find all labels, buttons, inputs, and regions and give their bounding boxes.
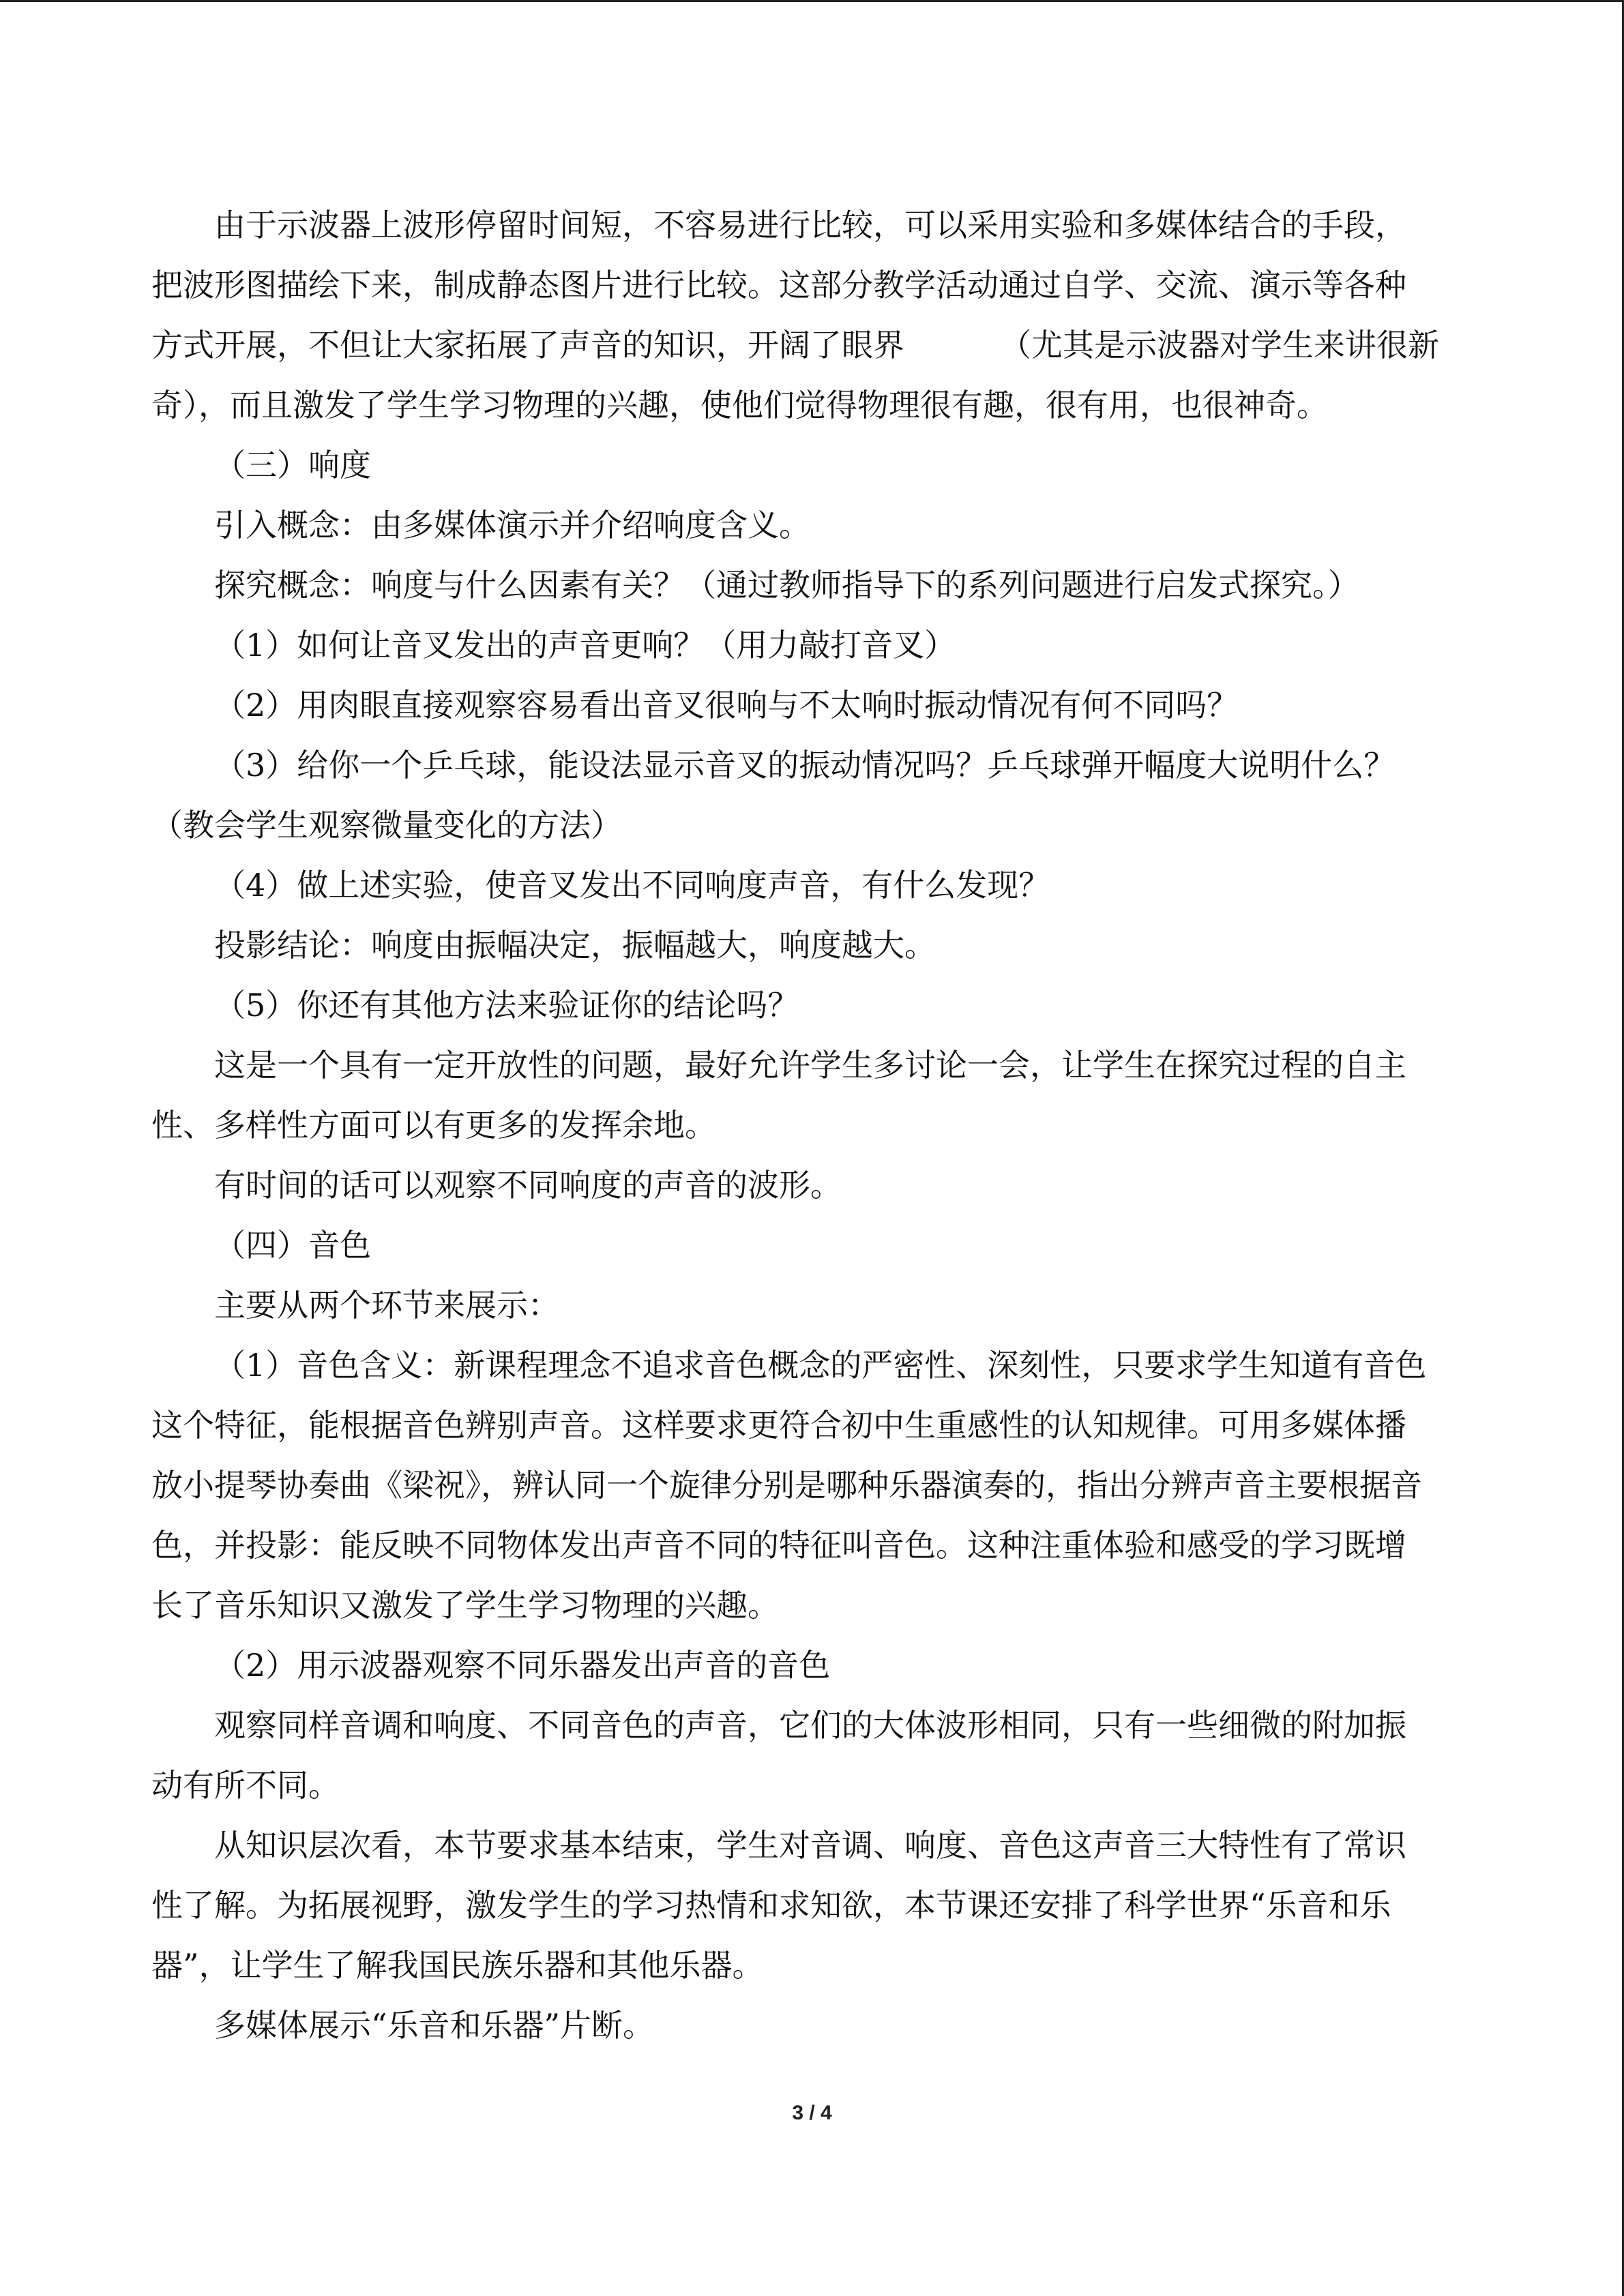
paragraph-line: 这个特征，能根据音色辨别声音。这样要求更符合初中生重感性的认知规律。可用多媒体播 [151, 1407, 1406, 1444]
paragraph-line: 主要从两个环节来展示： [214, 1287, 559, 1324]
question-item: （4）做上述实验，使音叉发出不同响度声音，有什么发现？ [214, 867, 1050, 904]
section-heading-timbre: （四）音色 [214, 1227, 371, 1264]
paragraph-line: 这是一个具有一定开放性的问题，最好允许学生多讨论一会，让学生在探究过程的自主 [214, 1047, 1406, 1084]
paragraph-line: 色，并投影：能反映不同物体发出声音不同的特征叫音色。这种注重体验和感受的学习既增 [151, 1527, 1406, 1564]
paragraph-line: 放小提琴协奏曲《梁祝》，辨认同一个旋律分别是哪种乐器演奏的，指出分辨声音主要根据音 [151, 1467, 1422, 1504]
paragraph-line: 长了音乐知识又激发了学生学习物理的兴趣。 [151, 1587, 779, 1624]
question-item: （5）你还有其他方法来验证你的结论吗？ [214, 987, 799, 1024]
paragraph-line: 性了解。为拓展视野，激发学生的学习热情和求知欲，本节课还安排了科学世界“乐音和乐 [151, 1887, 1391, 1924]
paragraph-line: （1）音色含义：新课程理念不追求音色概念的严密性、深刻性，只要求学生知道有音色 [214, 1347, 1427, 1384]
paragraph-line: 由于示波器上波形停留时间短，不容易进行比较，可以采用实验和多媒体结合的手段， [214, 207, 1406, 243]
paragraph-line: 性、多样性方面可以有更多的发挥余地。 [151, 1107, 716, 1144]
question-item: （1）如何让音叉发出的声音更响？（用力敲打音叉） [214, 627, 956, 664]
paragraph-line: 多媒体展示“乐音和乐器”片断。 [214, 2007, 655, 2044]
paragraph-line: 探究概念：响度与什么因素有关？（通过教师指导下的系列问题进行启发式探究。） [214, 567, 1359, 603]
paragraph-line: 有时间的话可以观察不同响度的声音的波形。 [214, 1167, 842, 1204]
question-item: （3）给你一个乒乓球，能设法显示音叉的振动情况吗？乒乓球弹开幅度大说明什么？ [214, 747, 1396, 784]
paragraph-line: 从知识层次看，本节要求基本结束，学生对音调、响度、音色这声音三大特性有了常识 [214, 1827, 1406, 1864]
paragraph-line: 观察同样音调和响度、不同音色的声音，它们的大体波形相同，只有一些细微的附加振 [214, 1707, 1406, 1744]
page-number: 3 / 4 [792, 2102, 832, 2124]
question-item-continued: （教会学生观察微量变化的方法） [151, 807, 622, 844]
question-item: （2）用肉眼直接观察容易看出音叉很响与不太响时振动情况有何不同吗？ [214, 687, 1239, 724]
paragraph-line [151, 325, 1439, 366]
paragraph-line-text: 方式开展，不但让大家拓展了声音的知识，开阔了眼界 [151, 327, 904, 363]
paragraph-line: 把波形图描绘下来，制成静态图片进行比较。这部分教学活动通过自学、交流、演示等各种 [151, 267, 1406, 303]
paragraph-line: 奇），而且激发了学生学习物理的兴趣，使他们觉得物理很有趣，很有用，也很神奇。 [151, 387, 1328, 423]
paragraph-line: 器”，让学生了解我国民族乐器和其他乐器。 [151, 1947, 764, 1984]
paragraph-line: 投影结论：响度由振幅决定，振幅越大，响度越大。 [214, 927, 936, 964]
paragraph-line: （2）用示波器观察不同乐器发出声音的音色 [214, 1647, 831, 1684]
paragraph-line-tail: （尤其是示波器对学生来讲很新 [1000, 327, 1439, 363]
paragraph-line: 动有所不同。 [151, 1767, 340, 1804]
section-heading-loudness: （三）响度 [214, 447, 371, 483]
paragraph-line: 引入概念：由多媒体演示并介绍响度含义。 [214, 507, 810, 543]
